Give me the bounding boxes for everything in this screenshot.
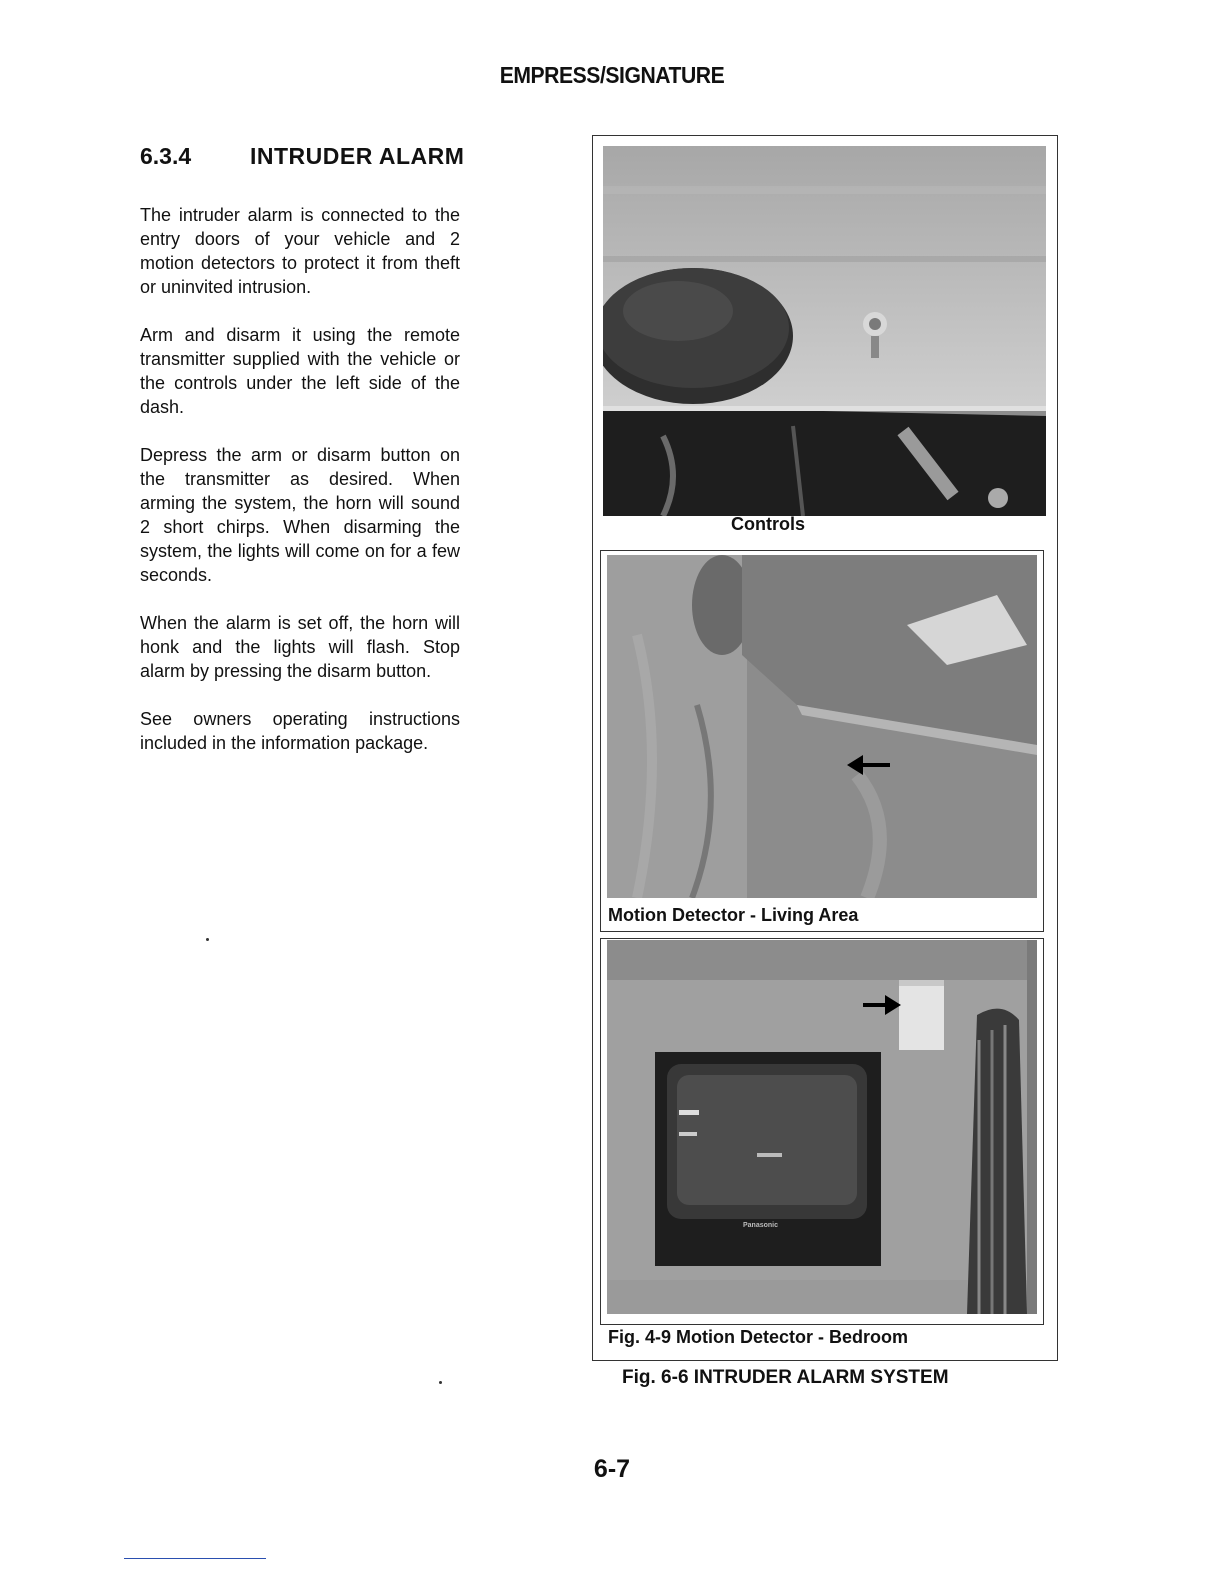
figure-caption: Fig. 6-6 INTRUDER ALARM SYSTEM <box>622 1367 949 1388</box>
page-number: 6-7 <box>593 1455 631 1483</box>
bedroom-photo <box>607 940 1037 1314</box>
tv-brand: Panasonic <box>743 1222 779 1229</box>
footer-rule <box>124 1558 266 1559</box>
section-title: INTRUDER ALARM <box>250 143 465 169</box>
paragraph: The intruder alarm is connected to the entry doors of your vehicle and 2 motion detectors to protect it from theft or uninvited intrusion. <box>140 205 460 297</box>
controls-photo <box>603 146 1046 516</box>
body-text <box>140 203 460 779</box>
paragraph: Depress the arm or disarm button on the transmitter as desired. When arming the system, the horn will sound 2 short chirps. When disarming the system, the lights will come on for a few seconds. <box>140 445 460 585</box>
page-header: EMPRESS/SIGNATURE <box>499 62 725 88</box>
paragraph: Arm and disarm it using the remote transmitter supplied with the vehicle or the controls under the left side of the dash. <box>140 325 460 417</box>
living-area-photo <box>607 555 1037 898</box>
controls-caption: Controls <box>731 514 805 534</box>
section-number: 6.3.4 <box>140 143 192 169</box>
paragraph: When the alarm is set off, the horn will honk and the lights will flash. Stop alarm by pressing the disarm button. <box>140 613 460 681</box>
speck <box>439 1381 442 1384</box>
paragraph: See owners operating instructions included in the information package. <box>140 709 460 753</box>
speck <box>206 938 209 941</box>
living-area-caption: Motion Detector - Living Area <box>608 905 859 925</box>
bedroom-caption: Fig. 4-9 Motion Detector - Bedroom <box>608 1327 909 1347</box>
